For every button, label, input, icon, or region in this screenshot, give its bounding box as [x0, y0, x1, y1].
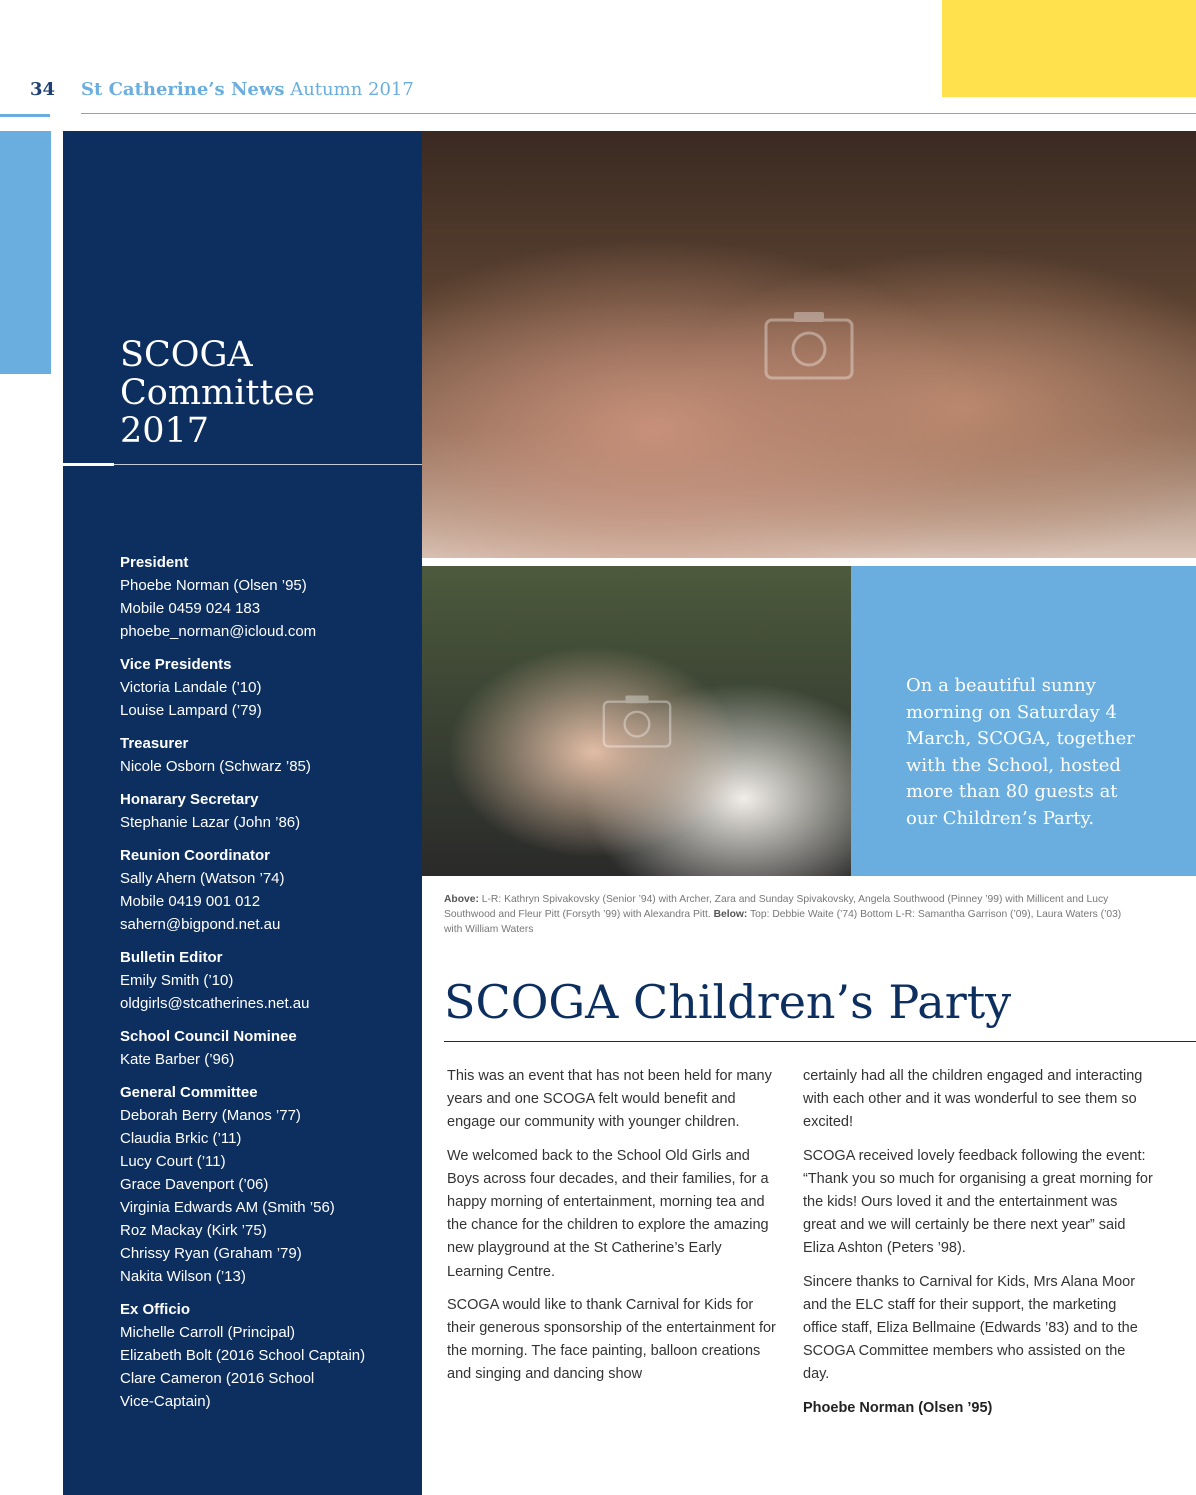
committee-role: [120, 653, 410, 722]
committee-role: [120, 946, 410, 1015]
article-column-right: [803, 1065, 1153, 1430]
role-member-line: Virginia Edwards AM (Smith ’56): [120, 1199, 335, 1216]
role-member-line: oldgirls@stcatherines.net.au: [120, 995, 310, 1012]
committee-role: [120, 844, 410, 936]
role-title: Ex Officio: [120, 1301, 191, 1318]
pull-quote: On a beautiful sunny morning on Saturday 4 March, SCOGA, together with the School, hosted more than 80 guests at our Children’s Party.: [906, 675, 1135, 829]
publication-title: [81, 79, 414, 100]
role-title: Treasurer: [120, 735, 189, 752]
party-photo-bottom: [422, 566, 851, 876]
role-member-line: Nicole Osborn (Schwarz ’85): [120, 758, 311, 775]
article-paragraph: SCOGA would like to thank Carnival for Kids for their generous sponsorship of the entertainment for the morning. The face painting, balloon creations and singing and dancing show: [447, 1296, 776, 1383]
article-signature: Phoebe Norman (Olsen ’95): [803, 1399, 993, 1416]
page-number: 34: [30, 79, 56, 100]
role-title: Vice Presidents: [120, 656, 232, 673]
heading-line: 2017: [120, 411, 210, 451]
article-paragraph: This was an event that has not been held for many years and one SCOGA felt would benefit and engage our community with younger children.: [447, 1068, 772, 1131]
caption-below-text: Top: Debbie Waite (’74) Bottom L-R: Samantha Garrison (’09), Laura Waters (’03) with William Waters: [444, 909, 1122, 935]
role-member-line: Mobile 0459 024 183: [120, 600, 261, 617]
role-member-line: Louise Lampard (’79): [120, 702, 262, 719]
role-member-line: Victoria Landale (’10): [120, 679, 262, 696]
article-column-left: [447, 1065, 777, 1397]
committee-list: [120, 551, 410, 1423]
role-member-line: phoebe_norman@icloud.com: [120, 623, 317, 640]
committee-panel: [63, 131, 422, 1495]
article-paragraph: certainly had all the children engaged and interacting with each other and it was wonderful to see them so excited!: [803, 1068, 1143, 1131]
role-title: Bulletin Editor: [120, 949, 223, 966]
role-member-line: Sally Ahern (Watson ’74): [120, 870, 285, 887]
committee-role: [120, 551, 410, 643]
role-member-line: sahern@bigpond.net.au: [120, 916, 281, 933]
role-member-line: Nakita Wilson (’13): [120, 1268, 246, 1285]
article-paragraph: Sincere thanks to Carnival for Kids, Mrs Alana Moor and the ELC staff for their support, the marketing office staff, Eliza Bellmaine (Edwards ’83) and to the SCOGA Committee members who assisted on the day.: [803, 1273, 1138, 1383]
photo-icon: [602, 694, 672, 748]
role-title: School Council Nominee: [120, 1028, 297, 1045]
committee-role: [120, 1081, 410, 1288]
caption-above-text: L-R: Kathryn Spivakovsky (Senior ’94) with Archer, Zara and Sunday Spivakovsky, Angela Southwood (Pinney ’99) with Millicent and Lucy Southwood and Fleur Pitt (Forsyth ’99) with Alexandra Pitt.: [444, 894, 1109, 920]
role-member-line: Deborah Berry (Manos ’77): [120, 1107, 301, 1124]
issue-label: Autumn 2017: [290, 79, 414, 100]
role-title: Honarary Secretary: [120, 791, 259, 808]
article-title: SCOGA Children’s Party: [444, 975, 1012, 1029]
role-member-line: Chrissy Ryan (Graham ’79): [120, 1245, 302, 1262]
role-member-line: Roz Mackay (Kirk ’75): [120, 1222, 267, 1239]
article-title-rule: [444, 1041, 1196, 1042]
role-member-line: Stephanie Lazar (John ’86): [120, 814, 301, 831]
role-member-line: Phoebe Norman (Olsen ’95): [120, 577, 307, 594]
photo-caption: [444, 892, 1124, 937]
role-member-line: Vice-Captain): [120, 1393, 211, 1410]
panel-divider: [63, 464, 422, 465]
committee-role: [120, 732, 410, 778]
role-member-line: Clare Cameron (2016 School: [120, 1370, 315, 1387]
committee-role: [120, 1025, 410, 1071]
article-paragraph: We welcomed back to the School Old Girls and Boys across four decades, and their families, for a happy morning of entertainment, morning tea and the chance for the children to explore the amazing new playground at the St Catherine’s Early Learning Centre.: [447, 1147, 769, 1280]
header-rule: [81, 113, 1196, 114]
role-member-line: Lucy Court (’11): [120, 1153, 226, 1170]
heading-line: Committee: [120, 373, 315, 413]
role-member-line: Grace Davenport (’06): [120, 1176, 269, 1193]
side-tab: [0, 131, 51, 374]
role-member-line: Elizabeth Bolt (2016 School Captain): [120, 1347, 366, 1364]
role-title: Reunion Coordinator: [120, 847, 270, 864]
committee-heading: [120, 336, 410, 450]
role-member-line: Claudia Brkic (’11): [120, 1130, 242, 1147]
committee-role: [120, 788, 410, 834]
committee-role: [120, 1298, 410, 1413]
yellow-accent-block: [942, 0, 1196, 97]
role-member-line: Mobile 0419 001 012: [120, 893, 261, 910]
panel-divider-accent: [63, 463, 114, 466]
header-rule-accent: [0, 114, 50, 117]
caption-above-label: Above:: [444, 894, 479, 905]
role-title: President: [120, 554, 189, 571]
party-photo-top: [422, 131, 1196, 558]
photo-icon: [764, 310, 854, 380]
role-member-line: Kate Barber (’96): [120, 1051, 235, 1068]
article-paragraph: SCOGA received lovely feedback following the event: “Thank you so much for organising a great morning for the kids! Ours loved it and the entertainment was great and we will certainly be there next year” said Eliza Ashton (Peters ’98).: [803, 1147, 1153, 1257]
publication-name: St Catherine’s News: [81, 79, 285, 100]
role-member-line: Michelle Carroll (Principal): [120, 1324, 296, 1341]
pull-quote-box: [851, 566, 1196, 876]
heading-line: SCOGA: [120, 335, 253, 375]
role-member-line: Emily Smith (’10): [120, 972, 234, 989]
role-title: General Committee: [120, 1084, 258, 1101]
caption-below-label: Below:: [713, 909, 748, 920]
